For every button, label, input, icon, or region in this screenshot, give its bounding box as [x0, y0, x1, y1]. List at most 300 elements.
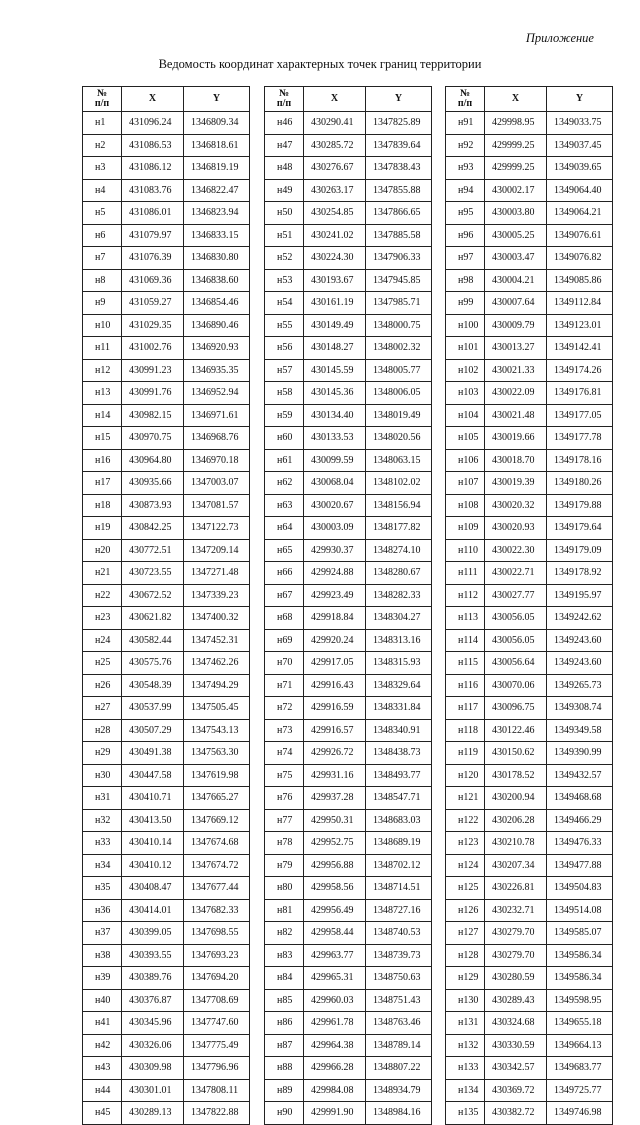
y-coordinate-cell: 1349112.84	[547, 292, 613, 315]
y-coordinate-cell: 1349178.16	[547, 449, 613, 472]
x-coordinate-cell: 430289.13	[122, 1102, 184, 1125]
x-coordinate-cell: 430447.58	[122, 764, 184, 787]
point-number-cell: н109	[446, 517, 485, 540]
point-number-cell: н127	[446, 922, 485, 945]
point-number-cell: н97	[446, 247, 485, 270]
y-coordinate-cell: 1347682.33	[184, 899, 250, 922]
point-number-cell: н85	[265, 989, 304, 1012]
table-row	[446, 539, 613, 562]
y-coordinate-cell: 1348102.02	[366, 472, 432, 495]
x-coordinate-cell: 430399.05	[122, 922, 184, 945]
x-coordinate-cell: 430970.75	[122, 427, 184, 450]
table-row	[83, 404, 250, 427]
table-row	[83, 359, 250, 382]
y-coordinate-cell: 1349178.92	[547, 562, 613, 585]
x-coordinate-cell: 430842.25	[122, 517, 184, 540]
x-coordinate-cell: 429916.43	[304, 674, 366, 697]
y-coordinate-cell: 1348019.49	[366, 404, 432, 427]
y-coordinate-cell: 1346920.93	[184, 337, 250, 360]
point-number-cell: н107	[446, 472, 485, 495]
y-coordinate-cell: 1349179.64	[547, 517, 613, 540]
point-number-cell: н37	[83, 922, 122, 945]
y-coordinate-cell: 1348750.63	[366, 967, 432, 990]
y-coordinate-cell: 1348934.79	[366, 1079, 432, 1102]
point-number-cell: н27	[83, 697, 122, 720]
point-number-cell: н11	[83, 337, 122, 360]
x-coordinate-cell: 430068.04	[304, 472, 366, 495]
x-coordinate-cell: 430376.87	[122, 989, 184, 1012]
table-header-row	[265, 87, 432, 112]
y-coordinate-cell: 1349085.86	[547, 269, 613, 292]
table-row	[265, 899, 432, 922]
point-number-cell: н131	[446, 1012, 485, 1035]
point-number-cell: н60	[265, 427, 304, 450]
point-number-cell: н125	[446, 877, 485, 900]
point-number-cell: н72	[265, 697, 304, 720]
point-number-cell: н84	[265, 967, 304, 990]
point-number-cell: н105	[446, 427, 485, 450]
x-coordinate-cell: 431059.27	[122, 292, 184, 315]
column-header-x: X	[304, 87, 366, 112]
x-coordinate-cell: 430003.80	[485, 202, 547, 225]
table-row	[446, 337, 613, 360]
point-number-cell: н8	[83, 269, 122, 292]
y-coordinate-cell: 1348274.10	[366, 539, 432, 562]
x-coordinate-cell: 429998.95	[485, 112, 547, 135]
point-number-cell: н106	[446, 449, 485, 472]
table-row	[446, 899, 613, 922]
x-coordinate-cell: 429956.88	[304, 854, 366, 877]
point-number-cell: н121	[446, 787, 485, 810]
table-row	[446, 922, 613, 945]
table-row	[446, 1057, 613, 1080]
table-row	[446, 517, 613, 540]
point-number-cell: н31	[83, 787, 122, 810]
x-coordinate-cell: 430004.21	[485, 269, 547, 292]
point-number-cell: н3	[83, 157, 122, 180]
x-coordinate-cell: 431086.01	[122, 202, 184, 225]
point-number-cell: н104	[446, 404, 485, 427]
point-number-cell: н51	[265, 224, 304, 247]
point-number-cell: н4	[83, 179, 122, 202]
table-row	[83, 787, 250, 810]
table-row	[83, 764, 250, 787]
y-coordinate-cell: 1349177.78	[547, 427, 613, 450]
table-row	[265, 989, 432, 1012]
y-coordinate-cell: 1348006.05	[366, 382, 432, 405]
point-number-cell: н26	[83, 674, 122, 697]
y-coordinate-cell: 1349195.97	[547, 584, 613, 607]
table-row	[265, 719, 432, 742]
table-row	[265, 539, 432, 562]
point-number-cell: н126	[446, 899, 485, 922]
table-row	[83, 697, 250, 720]
point-number-cell: н115	[446, 652, 485, 675]
table-row	[265, 787, 432, 810]
point-number-cell: н66	[265, 562, 304, 585]
y-coordinate-cell: 1346822.47	[184, 179, 250, 202]
point-number-cell: н98	[446, 269, 485, 292]
table-row	[446, 697, 613, 720]
y-coordinate-cell: 1347619.98	[184, 764, 250, 787]
table-row	[83, 652, 250, 675]
y-coordinate-cell: 1347677.44	[184, 877, 250, 900]
point-number-cell: н76	[265, 787, 304, 810]
x-coordinate-cell: 430027.77	[485, 584, 547, 607]
y-coordinate-cell: 1348177.82	[366, 517, 432, 540]
x-coordinate-cell: 429965.31	[304, 967, 366, 990]
table-row	[83, 719, 250, 742]
x-coordinate-cell: 430150.62	[485, 742, 547, 765]
y-coordinate-cell: 1349265.73	[547, 674, 613, 697]
table-row	[446, 202, 613, 225]
table-row	[265, 247, 432, 270]
point-number-cell: н110	[446, 539, 485, 562]
x-coordinate-cell: 430414.01	[122, 899, 184, 922]
x-coordinate-cell: 430279.70	[485, 922, 547, 945]
table-row	[265, 877, 432, 900]
point-number-cell: н99	[446, 292, 485, 315]
point-number-cell: н48	[265, 157, 304, 180]
table-row	[265, 1057, 432, 1080]
y-coordinate-cell: 1348340.91	[366, 719, 432, 742]
point-number-cell: н68	[265, 607, 304, 630]
x-coordinate-cell: 429958.56	[304, 877, 366, 900]
y-coordinate-cell: 1347808.11	[184, 1079, 250, 1102]
y-coordinate-cell: 1348727.16	[366, 899, 432, 922]
x-coordinate-cell: 430621.82	[122, 607, 184, 630]
x-coordinate-cell: 429937.28	[304, 787, 366, 810]
x-coordinate-cell: 430021.48	[485, 404, 547, 427]
x-coordinate-cell: 430537.99	[122, 697, 184, 720]
point-number-cell: н81	[265, 899, 304, 922]
table-row	[265, 809, 432, 832]
y-coordinate-cell: 1349746.98	[547, 1102, 613, 1125]
x-coordinate-cell: 430161.19	[304, 292, 366, 315]
table-row	[83, 877, 250, 900]
y-coordinate-cell: 1349179.09	[547, 539, 613, 562]
x-coordinate-cell: 430345.96	[122, 1012, 184, 1035]
y-coordinate-cell: 1349466.29	[547, 809, 613, 832]
x-coordinate-cell: 430145.36	[304, 382, 366, 405]
point-number-cell: н18	[83, 494, 122, 517]
y-coordinate-cell: 1348763.46	[366, 1012, 432, 1035]
x-coordinate-cell: 430148.27	[304, 337, 366, 360]
y-coordinate-cell: 1349586.34	[547, 944, 613, 967]
point-number-cell: н111	[446, 562, 485, 585]
point-number-cell: н29	[83, 742, 122, 765]
table-row	[83, 1079, 250, 1102]
x-coordinate-cell: 429918.84	[304, 607, 366, 630]
point-number-cell: н134	[446, 1079, 485, 1102]
y-coordinate-cell: 1348020.56	[366, 427, 432, 450]
table-row	[446, 1012, 613, 1035]
point-number-cell: н14	[83, 404, 122, 427]
y-coordinate-cell: 1347839.64	[366, 134, 432, 157]
y-coordinate-cell: 1348331.84	[366, 697, 432, 720]
x-coordinate-cell: 430575.76	[122, 652, 184, 675]
table-row	[446, 247, 613, 270]
x-coordinate-cell: 430020.32	[485, 494, 547, 517]
table-row	[83, 224, 250, 247]
table-row	[265, 269, 432, 292]
point-number-cell: н92	[446, 134, 485, 157]
table-row	[265, 967, 432, 990]
x-coordinate-cell: 430254.85	[304, 202, 366, 225]
y-coordinate-cell: 1349179.88	[547, 494, 613, 517]
point-number-cell: н16	[83, 449, 122, 472]
table-row	[83, 382, 250, 405]
y-coordinate-cell: 1347452.31	[184, 629, 250, 652]
point-number-cell: н40	[83, 989, 122, 1012]
point-number-cell: н71	[265, 674, 304, 697]
x-coordinate-cell: 430389.76	[122, 967, 184, 990]
x-coordinate-cell: 429999.25	[485, 134, 547, 157]
point-number-cell: н10	[83, 314, 122, 337]
table-row	[446, 179, 613, 202]
y-coordinate-cell: 1349033.75	[547, 112, 613, 135]
point-number-cell: н77	[265, 809, 304, 832]
x-coordinate-cell: 430200.94	[485, 787, 547, 810]
x-coordinate-cell: 430276.67	[304, 157, 366, 180]
x-coordinate-cell: 430145.59	[304, 359, 366, 382]
table-header-row	[446, 87, 613, 112]
y-coordinate-cell: 1348683.03	[366, 809, 432, 832]
point-number-cell: н123	[446, 832, 485, 855]
point-number-cell: н74	[265, 742, 304, 765]
y-coordinate-cell: 1349664.13	[547, 1034, 613, 1057]
table-row	[446, 719, 613, 742]
x-coordinate-cell: 430005.25	[485, 224, 547, 247]
point-number-cell: н44	[83, 1079, 122, 1102]
point-number-cell: н43	[83, 1057, 122, 1080]
point-number-cell: н119	[446, 742, 485, 765]
point-number-cell: н94	[446, 179, 485, 202]
point-number-cell: н91	[446, 112, 485, 135]
point-number-cell: н33	[83, 832, 122, 855]
y-coordinate-cell: 1349477.88	[547, 854, 613, 877]
table-row	[83, 809, 250, 832]
table-row	[83, 449, 250, 472]
x-coordinate-cell: 429926.72	[304, 742, 366, 765]
y-coordinate-cell: 1349174.26	[547, 359, 613, 382]
y-coordinate-cell: 1349683.77	[547, 1057, 613, 1080]
y-coordinate-cell: 1347747.60	[184, 1012, 250, 1035]
y-coordinate-cell: 1348702.12	[366, 854, 432, 877]
point-number-cell: н83	[265, 944, 304, 967]
y-coordinate-cell: 1349308.74	[547, 697, 613, 720]
point-number-cell: н63	[265, 494, 304, 517]
point-number-cell: н88	[265, 1057, 304, 1080]
x-coordinate-cell: 429923.49	[304, 584, 366, 607]
point-number-cell: н47	[265, 134, 304, 157]
x-coordinate-cell: 430122.46	[485, 719, 547, 742]
table-row	[83, 539, 250, 562]
x-coordinate-cell: 430324.68	[485, 1012, 547, 1035]
x-coordinate-cell: 430507.29	[122, 719, 184, 742]
table-row	[83, 922, 250, 945]
y-coordinate-cell: 1348329.64	[366, 674, 432, 697]
x-coordinate-cell: 430149.49	[304, 314, 366, 337]
y-coordinate-cell: 1349586.34	[547, 967, 613, 990]
point-number-cell: н103	[446, 382, 485, 405]
point-number-cell: н9	[83, 292, 122, 315]
y-coordinate-cell: 1349514.08	[547, 899, 613, 922]
point-number-cell: н100	[446, 314, 485, 337]
table-row	[265, 854, 432, 877]
x-coordinate-cell: 430002.17	[485, 179, 547, 202]
x-coordinate-cell: 431069.36	[122, 269, 184, 292]
y-coordinate-cell: 1347985.71	[366, 292, 432, 315]
coordinates-table-3	[445, 86, 613, 1125]
point-number-cell: н1	[83, 112, 122, 135]
table-row	[83, 944, 250, 967]
y-coordinate-cell: 1348000.75	[366, 314, 432, 337]
y-coordinate-cell: 1348304.27	[366, 607, 432, 630]
table-row	[446, 787, 613, 810]
point-number-cell: н56	[265, 337, 304, 360]
y-coordinate-cell: 1348739.73	[366, 944, 432, 967]
point-number-cell: н96	[446, 224, 485, 247]
y-coordinate-cell: 1349468.68	[547, 787, 613, 810]
point-number-cell: н45	[83, 1102, 122, 1125]
table-row	[83, 1034, 250, 1057]
point-number-cell: н57	[265, 359, 304, 382]
x-coordinate-cell: 430413.50	[122, 809, 184, 832]
table-header-row	[83, 87, 250, 112]
appendix-label: Приложение	[525, 31, 594, 45]
point-number-cell: н20	[83, 539, 122, 562]
table-row	[83, 899, 250, 922]
point-number-cell: н55	[265, 314, 304, 337]
x-coordinate-cell: 430491.38	[122, 742, 184, 765]
y-coordinate-cell: 1349585.07	[547, 922, 613, 945]
table-row	[265, 697, 432, 720]
x-coordinate-cell: 430290.41	[304, 112, 366, 135]
table-row	[265, 157, 432, 180]
y-coordinate-cell: 1347665.27	[184, 787, 250, 810]
y-coordinate-cell: 1347855.88	[366, 179, 432, 202]
y-coordinate-cell: 1347669.12	[184, 809, 250, 832]
x-coordinate-cell: 430369.72	[485, 1079, 547, 1102]
x-coordinate-cell: 430056.64	[485, 652, 547, 675]
x-coordinate-cell: 430309.98	[122, 1057, 184, 1080]
point-number-cell: н132	[446, 1034, 485, 1057]
table-row	[83, 202, 250, 225]
x-coordinate-cell: 429984.08	[304, 1079, 366, 1102]
x-coordinate-cell: 430003.09	[304, 517, 366, 540]
table-row	[446, 134, 613, 157]
y-coordinate-cell: 1346819.19	[184, 157, 250, 180]
table-row	[265, 494, 432, 517]
table-row	[83, 742, 250, 765]
y-coordinate-cell: 1347796.96	[184, 1057, 250, 1080]
x-coordinate-cell: 431029.35	[122, 314, 184, 337]
point-number-cell: н120	[446, 764, 485, 787]
point-number-cell: н102	[446, 359, 485, 382]
table-row	[83, 179, 250, 202]
y-coordinate-cell: 1347698.55	[184, 922, 250, 945]
point-number-cell: н49	[265, 179, 304, 202]
table-row	[446, 854, 613, 877]
x-coordinate-cell: 430982.15	[122, 404, 184, 427]
point-number-cell: н38	[83, 944, 122, 967]
table-row	[265, 202, 432, 225]
y-coordinate-cell: 1349037.45	[547, 134, 613, 157]
x-coordinate-cell: 430021.33	[485, 359, 547, 382]
y-coordinate-cell: 1349598.95	[547, 989, 613, 1012]
y-coordinate-cell: 1349064.21	[547, 202, 613, 225]
point-number-cell: н41	[83, 1012, 122, 1035]
y-coordinate-cell: 1347822.88	[184, 1102, 250, 1125]
point-number-cell: н93	[446, 157, 485, 180]
x-coordinate-cell: 431002.76	[122, 337, 184, 360]
y-coordinate-cell: 1346952.94	[184, 382, 250, 405]
x-coordinate-cell: 430020.93	[485, 517, 547, 540]
x-coordinate-cell: 430013.27	[485, 337, 547, 360]
table-row	[446, 1102, 613, 1125]
y-coordinate-cell: 1349725.77	[547, 1079, 613, 1102]
y-coordinate-cell: 1349349.58	[547, 719, 613, 742]
y-coordinate-cell: 1349242.62	[547, 607, 613, 630]
y-coordinate-cell: 1349243.60	[547, 652, 613, 675]
point-number-cell: н90	[265, 1102, 304, 1125]
y-coordinate-cell: 1347674.68	[184, 832, 250, 855]
x-coordinate-cell: 429920.24	[304, 629, 366, 652]
table-row	[265, 472, 432, 495]
y-coordinate-cell: 1346838.60	[184, 269, 250, 292]
table-row	[265, 1079, 432, 1102]
y-coordinate-cell: 1346935.35	[184, 359, 250, 382]
table-row	[446, 652, 613, 675]
table-row	[446, 742, 613, 765]
table-row	[83, 562, 250, 585]
y-coordinate-cell: 1347838.43	[366, 157, 432, 180]
table-row	[83, 1102, 250, 1125]
point-number-cell: н80	[265, 877, 304, 900]
point-number-cell: н46	[265, 112, 304, 135]
table-row	[265, 922, 432, 945]
y-coordinate-cell: 1349123.01	[547, 314, 613, 337]
table-row	[446, 832, 613, 855]
point-number-cell: н24	[83, 629, 122, 652]
point-number-cell: н19	[83, 517, 122, 540]
x-coordinate-cell: 430009.79	[485, 314, 547, 337]
table-row	[265, 337, 432, 360]
table-row	[265, 179, 432, 202]
y-coordinate-cell: 1348313.16	[366, 629, 432, 652]
point-number-cell: н82	[265, 922, 304, 945]
table-row	[446, 157, 613, 180]
table-row	[83, 967, 250, 990]
point-number-cell: н12	[83, 359, 122, 382]
point-number-cell: н75	[265, 764, 304, 787]
x-coordinate-cell: 431086.12	[122, 157, 184, 180]
table-row	[265, 292, 432, 315]
table-row	[265, 314, 432, 337]
x-coordinate-cell: 430232.71	[485, 899, 547, 922]
y-coordinate-cell: 1347003.07	[184, 472, 250, 495]
y-coordinate-cell: 1347885.58	[366, 224, 432, 247]
table-row	[83, 674, 250, 697]
table-row	[446, 674, 613, 697]
point-number-cell: н2	[83, 134, 122, 157]
y-coordinate-cell: 1347543.13	[184, 719, 250, 742]
point-number-cell: н69	[265, 629, 304, 652]
y-coordinate-cell: 1348740.53	[366, 922, 432, 945]
x-coordinate-cell: 430003.47	[485, 247, 547, 270]
point-number-cell: н101	[446, 337, 485, 360]
